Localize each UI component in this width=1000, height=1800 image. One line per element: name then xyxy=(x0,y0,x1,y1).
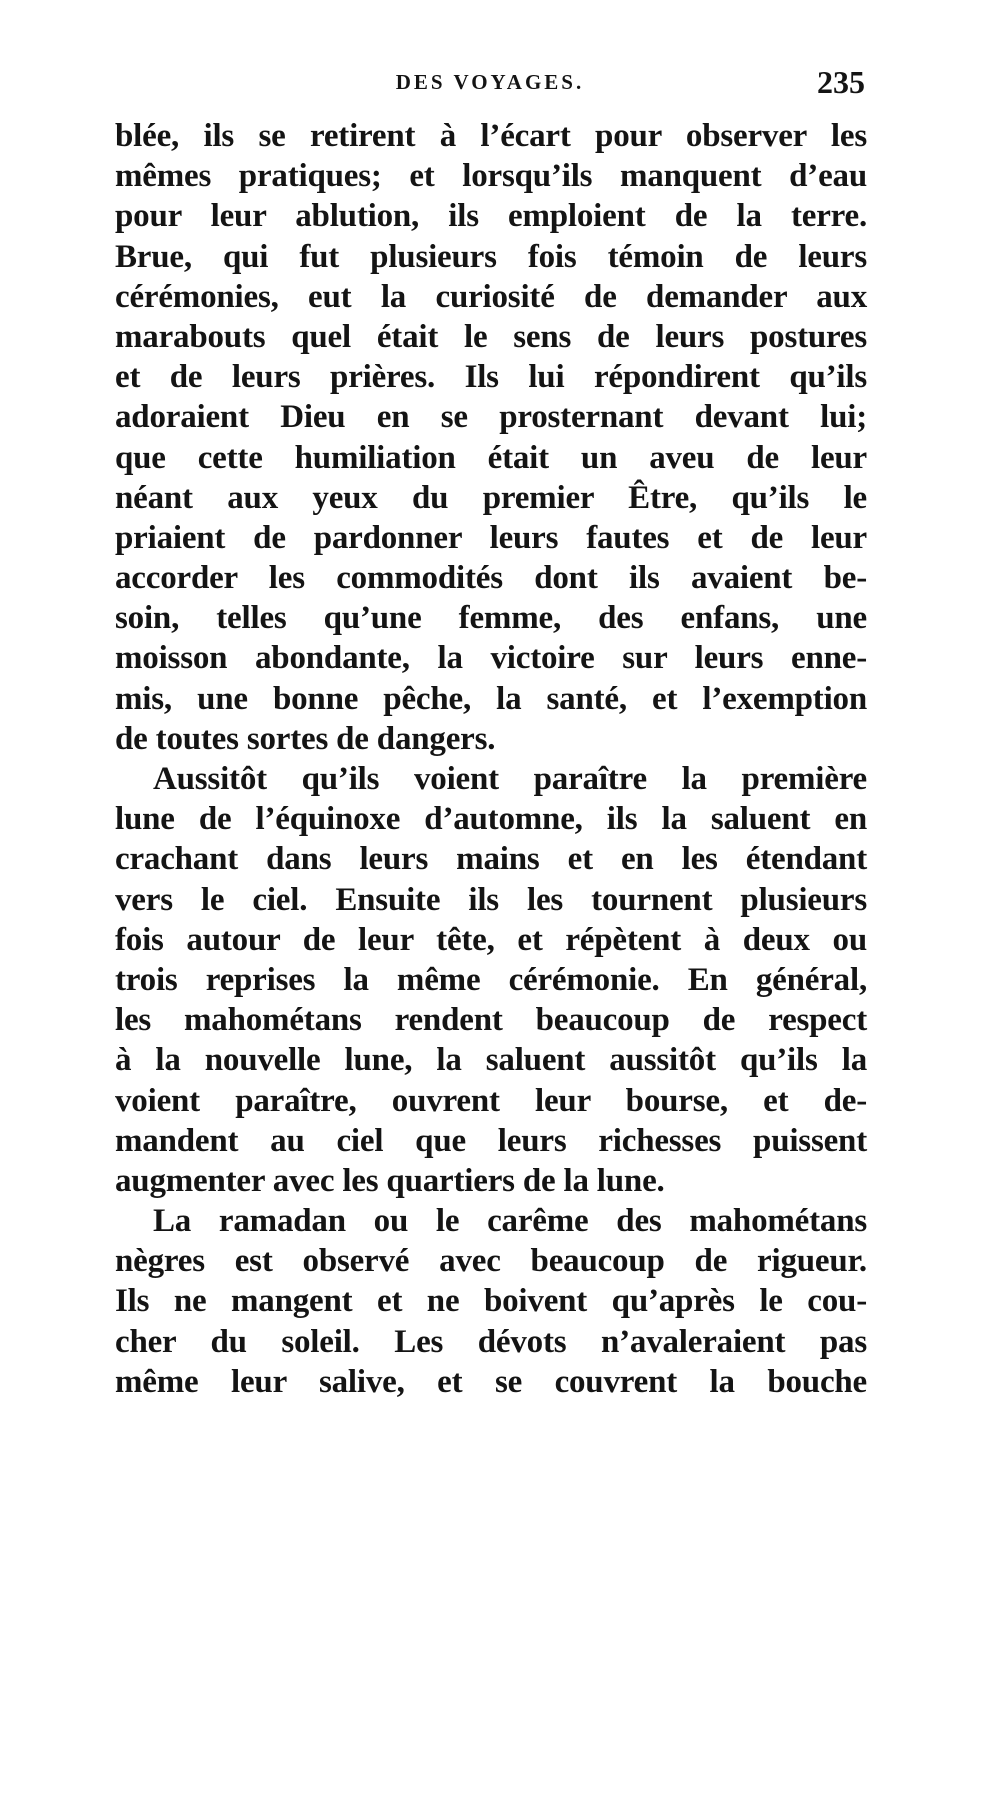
text-line: voient paraître, ouvrent leur bourse, et de- xyxy=(115,1082,867,1119)
text-line: mandent au ciel que leurs richesses puissent xyxy=(115,1122,867,1159)
text-line: trois reprises la même cérémonie. En général, xyxy=(115,961,867,998)
text-line: cérémonies, eut la curiosité de demander aux xyxy=(115,278,867,315)
text-line: soin, telles qu’une femme, des enfans, une xyxy=(115,600,867,637)
running-title: DES VOYAGES. xyxy=(395,70,585,94)
text-line: même leur salive, et se couvrent la bouche xyxy=(115,1363,867,1400)
text-line: mis, une bonne pêche, la santé, et l’exemption xyxy=(115,680,867,717)
text-line: fois autour de leur tête, et répètent à deux ou xyxy=(115,921,867,958)
text-line: crachant dans leurs mains et en les étendant xyxy=(115,841,867,878)
text-line: vers le ciel. Ensuite ils les tournent plusieurs xyxy=(115,881,867,918)
text-line: Aussitôt qu’ils voient paraître la première xyxy=(153,761,867,797)
text-line: lune de l’équinoxe d’automne, ils la saluent en xyxy=(115,801,867,838)
text-line: les mahométans rendent beaucoup de respect xyxy=(115,1002,867,1039)
text-line: que cette humiliation était un aveu de leur xyxy=(115,439,867,476)
text-line: moisson abondante, la victoire sur leurs enne- xyxy=(115,640,867,677)
page-body-text xyxy=(115,116,867,1402)
text-line: blée, ils se retirent à l’écart pour observer les xyxy=(115,118,867,154)
text-line: nègres est observé avec beaucoup de rigueur. xyxy=(115,1243,867,1280)
text-line: néant aux yeux du premier Être, qu’ils le xyxy=(115,479,867,516)
text-line: adoraient Dieu en se prosternant devant lui; xyxy=(115,399,867,436)
text-line: Brue, qui fut plusieurs fois témoin de leurs xyxy=(115,238,867,275)
page-number: 235 xyxy=(817,64,865,100)
page-header xyxy=(115,64,865,104)
text-line: pour leur ablution, ils emploient de la terre. xyxy=(115,198,867,235)
text-line: Ils ne mangent et ne boivent qu’après le cou- xyxy=(115,1283,867,1320)
text-line: et de leurs prières. Ils lui répondirent qu’ils xyxy=(115,359,867,396)
text-line: accorder les commodités dont ils avaient be- xyxy=(115,560,867,597)
text-line: à la nouvelle lune, la saluent aussitôt qu’ils la xyxy=(115,1042,867,1079)
text-line: La ramadan ou le carême des mahométans xyxy=(153,1203,867,1240)
text-line: de toutes sortes de dangers. xyxy=(115,720,496,757)
text-line: priaient de pardonner leurs fautes et de leur xyxy=(115,519,867,556)
text-line: marabouts quel était le sens de leurs postures xyxy=(115,318,867,355)
text-line: mêmes pratiques; et lorsqu’ils manquent d’eau xyxy=(115,158,867,195)
text-line: cher du soleil. Les dévots n’avaleraient pas xyxy=(115,1323,867,1360)
text-line: augmenter avec les quartiers de la lune. xyxy=(115,1162,665,1199)
